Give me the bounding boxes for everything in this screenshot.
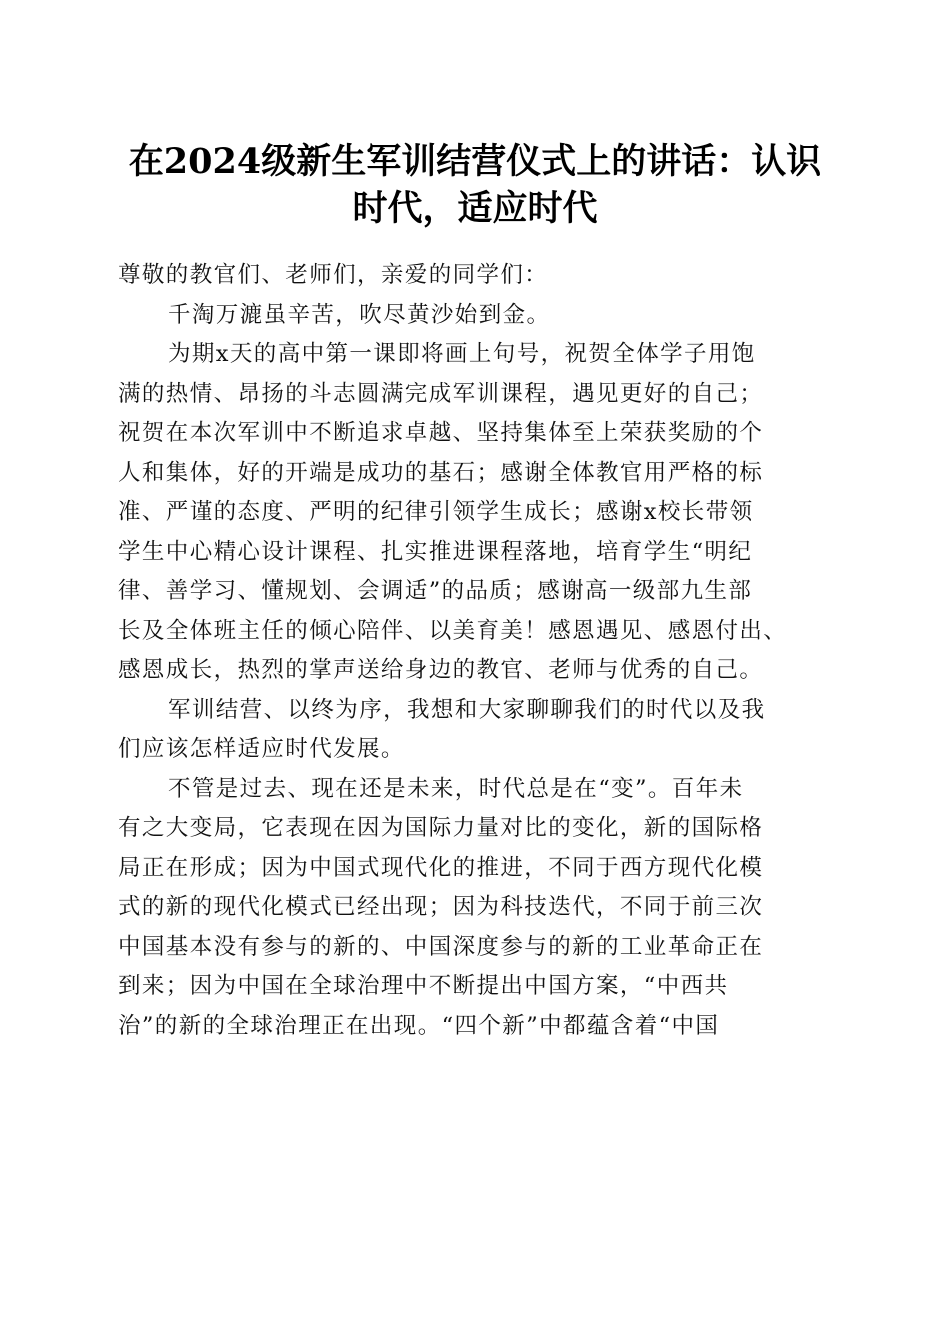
text-line: 中国基本没有参与的新的、中国深度参与的新的工业革命正在 [118,933,764,960]
text-line: 千淘万漉虽辛苦，吹尽黄沙始到金。 [168,301,551,328]
text-line: 满的热情、昂扬的斗志圆满完成军训课程，遇见更好的自己； [118,380,764,407]
text-line: 律、善学习、懂规划、会调适”的品质；感谢高一级部九生部 [118,578,753,604]
text-line: 到来；因为中国在全球治理中不断提出中国方案，“中西共 [118,973,729,999]
text-line: 感恩成长，热烈的掌声送给身边的教官、老师与优秀的自己。 [118,657,764,683]
text-line: 为期x天的高中第一课即将画上句号，祝贺全体学子用饱 [168,341,756,367]
text-line: 有之大变局，它表现在因为国际力量对比的变化，新的国际格 [118,815,764,841]
text-line: 们应该怎样适应时代发展。 [118,736,405,762]
text-line: 长及全体班主任的倾心陪伴、以美育美！感恩遇见、感恩付出、 [118,617,788,644]
paragraph-changing-times [118,770,832,1047]
paragraph-congratulations [118,335,832,691]
paragraph-opening-verse [118,296,832,336]
title-line: 在2024级新生军训结营仪式上的讲话：认识 [128,141,822,182]
paragraph-topic-intro [118,691,832,770]
text-line: 局正在形成；因为中国式现代化的推进，不同于西方现代化模 [118,854,764,881]
text-line: 人和集体，好的开端是成功的基石；感谢全体教官用严格的标 [118,459,764,486]
speech-body [118,256,832,1046]
text-line: 军训结营、以终为序，我想和大家聊聊我们的时代以及我 [168,696,766,723]
salutation: 尊敬的教官们、老师们，亲爱的同学们： [118,262,549,288]
text-line: 准、严谨的态度、严明的纪律引领学生成长；感谢x校长带领 [118,499,754,525]
text-line: 不管是过去、现在还是未来，时代总是在“变”。百年未 [168,775,744,802]
text-line: 学生中心精心设计课程、扎实推进课程落地，培育学生“明纪 [118,538,753,565]
speech-title [118,138,832,232]
text-line: 祝贺在本次军训中不断追求卓越、坚持集体至上荣获奖励的个 [118,420,764,446]
text-line: 治”的新的全球治理正在出现。“四个新”中都蕴含着“中国 [118,1012,720,1039]
text-line: 式的新的现代化模式已经出现；因为科技迭代，不同于前三次 [118,894,764,920]
title-line: 时代，适应时代 [352,188,598,229]
